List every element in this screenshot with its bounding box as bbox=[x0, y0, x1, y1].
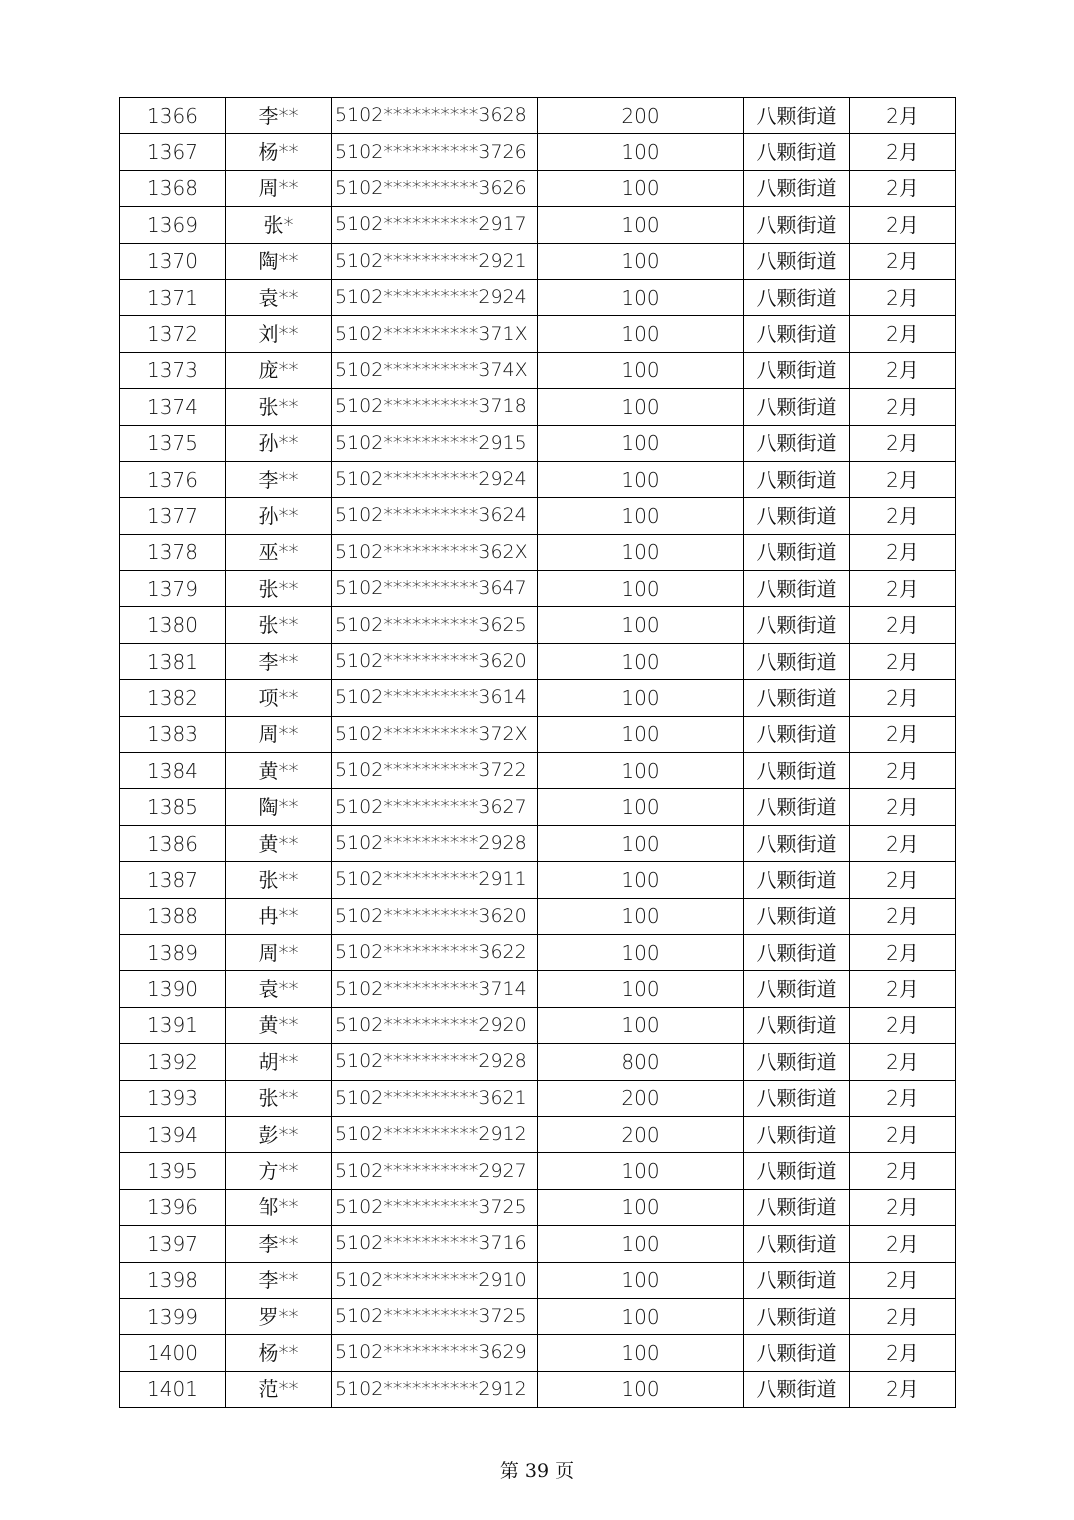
id-number-cell: 5102**********2911 bbox=[332, 862, 538, 898]
month-cell: 2月 bbox=[850, 352, 956, 388]
sequence-number-cell: 1393 bbox=[120, 1080, 226, 1116]
table-row bbox=[120, 934, 956, 970]
month-cell: 2月 bbox=[850, 279, 956, 315]
name-cell: 陶** bbox=[226, 243, 332, 279]
table-row bbox=[120, 279, 956, 315]
amount-cell: 100 bbox=[538, 1371, 744, 1407]
name-cell: 杨** bbox=[226, 1335, 332, 1371]
amount-cell: 100 bbox=[538, 498, 744, 534]
street-cell: 八颗街道 bbox=[744, 680, 850, 716]
id-number-cell: 5102**********3626 bbox=[332, 170, 538, 206]
amount-cell: 100 bbox=[538, 716, 744, 752]
street-cell: 八颗街道 bbox=[744, 643, 850, 679]
sequence-number-cell: 1395 bbox=[120, 1153, 226, 1189]
month-cell: 2月 bbox=[850, 862, 956, 898]
month-cell: 2月 bbox=[850, 1371, 956, 1407]
id-number-cell: 5102**********2912 bbox=[332, 1116, 538, 1152]
id-number-cell: 5102**********2924 bbox=[332, 461, 538, 497]
amount-cell: 100 bbox=[538, 1262, 744, 1298]
id-number-cell: 5102**********3716 bbox=[332, 1226, 538, 1262]
table-row bbox=[120, 498, 956, 534]
sequence-number-cell: 1401 bbox=[120, 1371, 226, 1407]
table-row bbox=[120, 98, 956, 134]
sequence-number-cell: 1373 bbox=[120, 352, 226, 388]
month-cell: 2月 bbox=[850, 1335, 956, 1371]
id-number-cell: 5102**********2910 bbox=[332, 1262, 538, 1298]
sequence-number-cell: 1394 bbox=[120, 1116, 226, 1152]
sequence-number-cell: 1379 bbox=[120, 571, 226, 607]
table-row bbox=[120, 789, 956, 825]
table-row bbox=[120, 1153, 956, 1189]
name-cell: 范** bbox=[226, 1371, 332, 1407]
amount-cell: 100 bbox=[538, 934, 744, 970]
name-cell: 彭** bbox=[226, 1116, 332, 1152]
table-row bbox=[120, 571, 956, 607]
month-cell: 2月 bbox=[850, 316, 956, 352]
amount-cell: 100 bbox=[538, 1298, 744, 1334]
street-cell: 八颗街道 bbox=[744, 316, 850, 352]
name-cell: 杨** bbox=[226, 134, 332, 170]
amount-cell: 200 bbox=[538, 1080, 744, 1116]
month-cell: 2月 bbox=[850, 1153, 956, 1189]
month-cell: 2月 bbox=[850, 753, 956, 789]
name-cell: 张** bbox=[226, 862, 332, 898]
table-row bbox=[120, 607, 956, 643]
id-number-cell: 5102**********3629 bbox=[332, 1335, 538, 1371]
street-cell: 八颗街道 bbox=[744, 1262, 850, 1298]
sequence-number-cell: 1367 bbox=[120, 134, 226, 170]
name-cell: 李** bbox=[226, 643, 332, 679]
name-cell: 罗** bbox=[226, 1298, 332, 1334]
amount-cell: 100 bbox=[538, 134, 744, 170]
month-cell: 2月 bbox=[850, 389, 956, 425]
street-cell: 八颗街道 bbox=[744, 498, 850, 534]
amount-cell: 100 bbox=[538, 898, 744, 934]
id-number-cell: 5102**********2917 bbox=[332, 207, 538, 243]
table-row bbox=[120, 425, 956, 461]
month-cell: 2月 bbox=[850, 425, 956, 461]
street-cell: 八颗街道 bbox=[744, 753, 850, 789]
name-cell: 冉** bbox=[226, 898, 332, 934]
amount-cell: 200 bbox=[538, 98, 744, 134]
id-number-cell: 5102**********3620 bbox=[332, 898, 538, 934]
street-cell: 八颗街道 bbox=[744, 1116, 850, 1152]
street-cell: 八颗街道 bbox=[744, 1335, 850, 1371]
amount-cell: 100 bbox=[538, 207, 744, 243]
id-number-cell: 5102**********2924 bbox=[332, 279, 538, 315]
table-row bbox=[120, 170, 956, 206]
id-number-cell: 5102**********3624 bbox=[332, 498, 538, 534]
amount-cell: 800 bbox=[538, 1044, 744, 1080]
amount-cell: 100 bbox=[538, 1153, 744, 1189]
street-cell: 八颗街道 bbox=[744, 534, 850, 570]
month-cell: 2月 bbox=[850, 898, 956, 934]
street-cell: 八颗街道 bbox=[744, 1080, 850, 1116]
id-number-cell: 5102**********3621 bbox=[332, 1080, 538, 1116]
street-cell: 八颗街道 bbox=[744, 971, 850, 1007]
street-cell: 八颗街道 bbox=[744, 1153, 850, 1189]
month-cell: 2月 bbox=[850, 207, 956, 243]
table-row bbox=[120, 243, 956, 279]
name-cell: 周** bbox=[226, 934, 332, 970]
month-cell: 2月 bbox=[850, 1189, 956, 1225]
sequence-number-cell: 1368 bbox=[120, 170, 226, 206]
month-cell: 2月 bbox=[850, 716, 956, 752]
month-cell: 2月 bbox=[850, 789, 956, 825]
street-cell: 八颗街道 bbox=[744, 1007, 850, 1043]
name-cell: 周** bbox=[226, 170, 332, 206]
month-cell: 2月 bbox=[850, 643, 956, 679]
month-cell: 2月 bbox=[850, 607, 956, 643]
name-cell: 黄** bbox=[226, 1007, 332, 1043]
street-cell: 八颗街道 bbox=[744, 716, 850, 752]
name-cell: 张** bbox=[226, 607, 332, 643]
sequence-number-cell: 1366 bbox=[120, 98, 226, 134]
month-cell: 2月 bbox=[850, 571, 956, 607]
id-number-cell: 5102**********2912 bbox=[332, 1371, 538, 1407]
id-number-cell: 5102**********3614 bbox=[332, 680, 538, 716]
month-cell: 2月 bbox=[850, 1298, 956, 1334]
id-number-cell: 5102**********2928 bbox=[332, 1044, 538, 1080]
name-cell: 庞** bbox=[226, 352, 332, 388]
table-row bbox=[120, 389, 956, 425]
street-cell: 八颗街道 bbox=[744, 207, 850, 243]
table-row bbox=[120, 1262, 956, 1298]
sequence-number-cell: 1377 bbox=[120, 498, 226, 534]
amount-cell: 100 bbox=[538, 389, 744, 425]
sequence-number-cell: 1387 bbox=[120, 862, 226, 898]
id-number-cell: 5102**********2921 bbox=[332, 243, 538, 279]
month-cell: 2月 bbox=[850, 934, 956, 970]
table-row bbox=[120, 134, 956, 170]
amount-cell: 100 bbox=[538, 170, 744, 206]
id-number-cell: 5102**********374X bbox=[332, 352, 538, 388]
id-number-cell: 5102**********3725 bbox=[332, 1298, 538, 1334]
name-cell: 刘** bbox=[226, 316, 332, 352]
sequence-number-cell: 1391 bbox=[120, 1007, 226, 1043]
month-cell: 2月 bbox=[850, 1044, 956, 1080]
id-number-cell: 5102**********3627 bbox=[332, 789, 538, 825]
name-cell: 袁** bbox=[226, 971, 332, 1007]
table-row bbox=[120, 207, 956, 243]
id-number-cell: 5102**********3714 bbox=[332, 971, 538, 1007]
name-cell: 周** bbox=[226, 716, 332, 752]
month-cell: 2月 bbox=[850, 1262, 956, 1298]
street-cell: 八颗街道 bbox=[744, 1371, 850, 1407]
id-number-cell: 5102**********3622 bbox=[332, 934, 538, 970]
amount-cell: 200 bbox=[538, 1116, 744, 1152]
amount-cell: 100 bbox=[538, 680, 744, 716]
name-cell: 黄** bbox=[226, 753, 332, 789]
sequence-number-cell: 1392 bbox=[120, 1044, 226, 1080]
table-row bbox=[120, 534, 956, 570]
street-cell: 八颗街道 bbox=[744, 461, 850, 497]
street-cell: 八颗街道 bbox=[744, 425, 850, 461]
table-row bbox=[120, 1298, 956, 1334]
amount-cell: 100 bbox=[538, 1189, 744, 1225]
street-cell: 八颗街道 bbox=[744, 389, 850, 425]
amount-cell: 100 bbox=[538, 825, 744, 861]
name-cell: 方** bbox=[226, 1153, 332, 1189]
table-row bbox=[120, 716, 956, 752]
sequence-number-cell: 1386 bbox=[120, 825, 226, 861]
street-cell: 八颗街道 bbox=[744, 243, 850, 279]
street-cell: 八颗街道 bbox=[744, 1298, 850, 1334]
roster-table bbox=[119, 97, 956, 1408]
table-row bbox=[120, 352, 956, 388]
month-cell: 2月 bbox=[850, 498, 956, 534]
street-cell: 八颗街道 bbox=[744, 607, 850, 643]
id-number-cell: 5102**********362X bbox=[332, 534, 538, 570]
name-cell: 邹** bbox=[226, 1189, 332, 1225]
amount-cell: 100 bbox=[538, 1335, 744, 1371]
id-number-cell: 5102**********3726 bbox=[332, 134, 538, 170]
sequence-number-cell: 1370 bbox=[120, 243, 226, 279]
sequence-number-cell: 1388 bbox=[120, 898, 226, 934]
street-cell: 八颗街道 bbox=[744, 170, 850, 206]
sequence-number-cell: 1399 bbox=[120, 1298, 226, 1334]
name-cell: 李** bbox=[226, 1226, 332, 1262]
name-cell: 巫** bbox=[226, 534, 332, 570]
month-cell: 2月 bbox=[850, 134, 956, 170]
sequence-number-cell: 1396 bbox=[120, 1189, 226, 1225]
name-cell: 李** bbox=[226, 98, 332, 134]
id-number-cell: 5102**********2920 bbox=[332, 1007, 538, 1043]
sequence-number-cell: 1380 bbox=[120, 607, 226, 643]
amount-cell: 100 bbox=[538, 643, 744, 679]
name-cell: 陶** bbox=[226, 789, 332, 825]
table-row bbox=[120, 825, 956, 861]
table-row bbox=[120, 1044, 956, 1080]
id-number-cell: 5102**********2928 bbox=[332, 825, 538, 861]
name-cell: 孙** bbox=[226, 498, 332, 534]
table-row bbox=[120, 461, 956, 497]
table-row bbox=[120, 1189, 956, 1225]
page-number: 第 39 页 bbox=[499, 1460, 575, 1482]
amount-cell: 100 bbox=[538, 753, 744, 789]
sequence-number-cell: 1371 bbox=[120, 279, 226, 315]
name-cell: 张** bbox=[226, 571, 332, 607]
table-row bbox=[120, 1226, 956, 1262]
month-cell: 2月 bbox=[850, 971, 956, 1007]
table-row bbox=[120, 1371, 956, 1407]
id-number-cell: 5102**********371X bbox=[332, 316, 538, 352]
street-cell: 八颗街道 bbox=[744, 134, 850, 170]
amount-cell: 100 bbox=[538, 971, 744, 1007]
sequence-number-cell: 1383 bbox=[120, 716, 226, 752]
name-cell: 张** bbox=[226, 1080, 332, 1116]
sequence-number-cell: 1385 bbox=[120, 789, 226, 825]
table-row bbox=[120, 1335, 956, 1371]
street-cell: 八颗街道 bbox=[744, 934, 850, 970]
name-cell: 黄** bbox=[226, 825, 332, 861]
amount-cell: 100 bbox=[538, 461, 744, 497]
amount-cell: 100 bbox=[538, 1226, 744, 1262]
street-cell: 八颗街道 bbox=[744, 279, 850, 315]
street-cell: 八颗街道 bbox=[744, 352, 850, 388]
amount-cell: 100 bbox=[538, 425, 744, 461]
name-cell: 李** bbox=[226, 461, 332, 497]
month-cell: 2月 bbox=[850, 1007, 956, 1043]
amount-cell: 100 bbox=[538, 607, 744, 643]
street-cell: 八颗街道 bbox=[744, 571, 850, 607]
name-cell: 李** bbox=[226, 1262, 332, 1298]
id-number-cell: 5102**********2915 bbox=[332, 425, 538, 461]
month-cell: 2月 bbox=[850, 1116, 956, 1152]
month-cell: 2月 bbox=[850, 825, 956, 861]
id-number-cell: 5102**********3628 bbox=[332, 98, 538, 134]
sequence-number-cell: 1381 bbox=[120, 643, 226, 679]
sequence-number-cell: 1389 bbox=[120, 934, 226, 970]
name-cell: 孙** bbox=[226, 425, 332, 461]
month-cell: 2月 bbox=[850, 170, 956, 206]
street-cell: 八颗街道 bbox=[744, 862, 850, 898]
amount-cell: 100 bbox=[538, 571, 744, 607]
id-number-cell: 5102**********3718 bbox=[332, 389, 538, 425]
month-cell: 2月 bbox=[850, 1080, 956, 1116]
table-row bbox=[120, 898, 956, 934]
month-cell: 2月 bbox=[850, 680, 956, 716]
name-cell: 袁** bbox=[226, 279, 332, 315]
street-cell: 八颗街道 bbox=[744, 1226, 850, 1262]
sequence-number-cell: 1382 bbox=[120, 680, 226, 716]
table-row bbox=[120, 316, 956, 352]
table-row bbox=[120, 643, 956, 679]
sequence-number-cell: 1375 bbox=[120, 425, 226, 461]
amount-cell: 100 bbox=[538, 1007, 744, 1043]
table-row bbox=[120, 971, 956, 1007]
table-row bbox=[120, 1116, 956, 1152]
amount-cell: 100 bbox=[538, 534, 744, 570]
month-cell: 2月 bbox=[850, 1226, 956, 1262]
sequence-number-cell: 1398 bbox=[120, 1262, 226, 1298]
street-cell: 八颗街道 bbox=[744, 825, 850, 861]
sequence-number-cell: 1390 bbox=[120, 971, 226, 1007]
name-cell: 张** bbox=[226, 389, 332, 425]
table-row bbox=[120, 1007, 956, 1043]
sequence-number-cell: 1378 bbox=[120, 534, 226, 570]
id-number-cell: 5102**********3722 bbox=[332, 753, 538, 789]
street-cell: 八颗街道 bbox=[744, 789, 850, 825]
id-number-cell: 5102**********3625 bbox=[332, 607, 538, 643]
table-row bbox=[120, 680, 956, 716]
street-cell: 八颗街道 bbox=[744, 98, 850, 134]
month-cell: 2月 bbox=[850, 534, 956, 570]
name-cell: 胡** bbox=[226, 1044, 332, 1080]
sequence-number-cell: 1372 bbox=[120, 316, 226, 352]
sequence-number-cell: 1376 bbox=[120, 461, 226, 497]
amount-cell: 100 bbox=[538, 352, 744, 388]
table-row bbox=[120, 862, 956, 898]
amount-cell: 100 bbox=[538, 243, 744, 279]
month-cell: 2月 bbox=[850, 98, 956, 134]
street-cell: 八颗街道 bbox=[744, 1044, 850, 1080]
table-row bbox=[120, 753, 956, 789]
sequence-number-cell: 1397 bbox=[120, 1226, 226, 1262]
amount-cell: 100 bbox=[538, 279, 744, 315]
sequence-number-cell: 1374 bbox=[120, 389, 226, 425]
street-cell: 八颗街道 bbox=[744, 898, 850, 934]
id-number-cell: 5102**********2927 bbox=[332, 1153, 538, 1189]
sequence-number-cell: 1400 bbox=[120, 1335, 226, 1371]
table-row bbox=[120, 1080, 956, 1116]
amount-cell: 100 bbox=[538, 316, 744, 352]
name-cell: 项** bbox=[226, 680, 332, 716]
amount-cell: 100 bbox=[538, 789, 744, 825]
name-cell: 张* bbox=[226, 207, 332, 243]
amount-cell: 100 bbox=[538, 862, 744, 898]
street-cell: 八颗街道 bbox=[744, 1189, 850, 1225]
id-number-cell: 5102**********3647 bbox=[332, 571, 538, 607]
id-number-cell: 5102**********3725 bbox=[332, 1189, 538, 1225]
roster-table-body bbox=[120, 98, 956, 1408]
month-cell: 2月 bbox=[850, 243, 956, 279]
sequence-number-cell: 1369 bbox=[120, 207, 226, 243]
sequence-number-cell: 1384 bbox=[120, 753, 226, 789]
month-cell: 2月 bbox=[850, 461, 956, 497]
id-number-cell: 5102**********372X bbox=[332, 716, 538, 752]
id-number-cell: 5102**********3620 bbox=[332, 643, 538, 679]
